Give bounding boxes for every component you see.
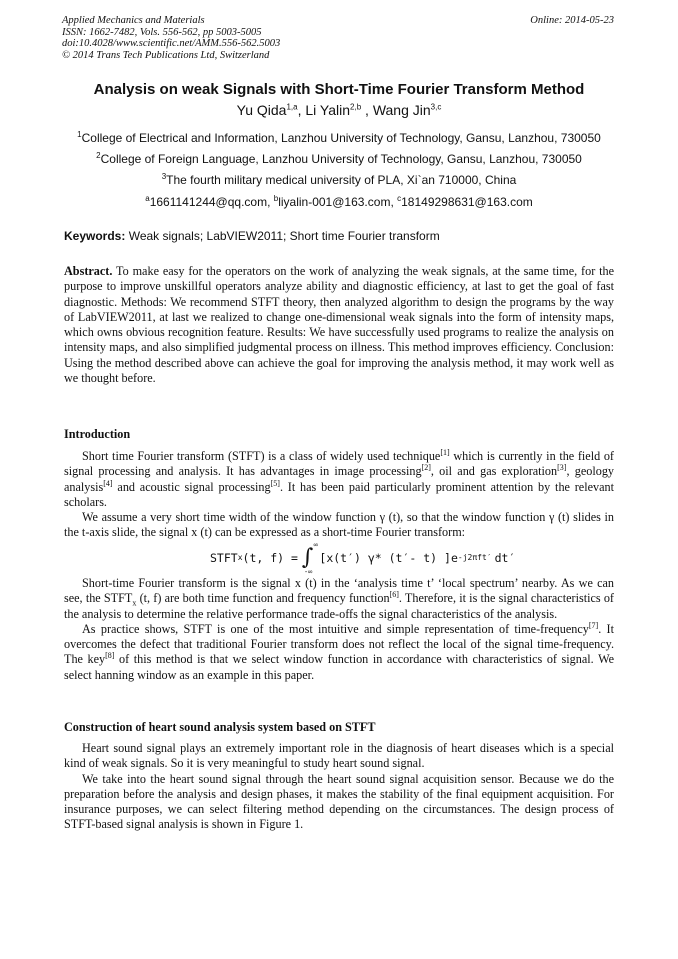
citation: [5]: [270, 478, 280, 488]
abstract-label: Abstract.: [64, 264, 113, 278]
intro-paragraph-1: Short time Fourier transform (STFT) is a class of widely used technique[1] which is currently in the field of signal processing and analysis. It has advantages in image processing[2], oil and gas exploration[3], geology analysis[4] and acoustic signal processing[5]. It has been paid particularly prominent attention by the relevant scholars.: [64, 447, 615, 509]
citation: [4]: [103, 478, 113, 488]
formula-args: (t, f) =: [242, 550, 298, 565]
formula-dt: dt′: [494, 550, 516, 565]
journal-header: [62, 15, 280, 61]
author-list: Yu Qida$^{1,a}$, Li Yalin$^{2,b}$ , Wang Jin$^{3,c}$: [236, 102, 442, 118]
author-sup: 2,b: [350, 102, 362, 112]
keywords-text: Weak signals; LabVIEW2011; Short time Fourier transform: [128, 229, 440, 243]
email-address: liyalin-001@163.com: [278, 195, 391, 209]
section-heading-heart-sound: Construction of heart sound analysis system based on STFT: [64, 720, 376, 734]
journal-name: Applied Mechanics and Materials: [62, 15, 205, 26]
citation: [3]: [557, 463, 567, 473]
keywords: [64, 229, 440, 243]
email-line: $^a$1661141244@qq.com, $^b$liyalin-001@163.com, $^c$18149298631@163.com: [145, 194, 533, 209]
email-address: 1661141244@qq.com: [149, 195, 268, 209]
author-sup: 1,a: [286, 102, 298, 112]
keywords-label: Keywords:: [64, 229, 126, 243]
author-name: Li Yalin: [305, 102, 351, 118]
email-address: 18149298631@163.com: [401, 195, 533, 209]
affiliation-sup: 1: [77, 130, 82, 139]
intro-paragraph-3: Short-time Fourier transform is the signal x (t) in the ‘analysis time t’ ‘local spectrum’ nearby. As we can see, the $STFT_x$ (t, f) are both time function and frequency function[6]. Therefore, it is the signal characteristics of the analysis to determine the relative performance trade-offs the signal characteristics of the analysis.: [64, 576, 614, 621]
abstract: [64, 264, 614, 386]
paper-title: Analysis on weak Signals with Short-Time Fourier Transform Method: [93, 81, 585, 98]
heart-paragraph-2: We take into the heart sound signal through the heart sound signal acquisition sensor. Because we do the preparation before the analysis and design phases, it makes the stability of the final equipment acquisition. For insurance purposes, we can select filtering method depending on the circumstances. The design process of STFT-based signal analysis is shown in Figure 1.: [64, 771, 614, 832]
integral-sign: ∫ ∞ -∞: [301, 541, 319, 576]
online-date: Online: 2014-05-23: [530, 15, 614, 26]
citation: [2]: [421, 463, 431, 473]
author-sup: 3,c: [430, 102, 442, 112]
affiliation-3: [0, 173, 678, 187]
affiliation-text: College of Foreign Language, Lanzhou University of Technology, Gansu, Lanzhou, 730050: [100, 152, 582, 166]
citation: [7]: [588, 620, 599, 630]
heart-paragraphs: [64, 741, 614, 833]
formula-lhs: STFT: [210, 550, 238, 565]
citation: [1]: [440, 447, 450, 457]
section-heading-introduction: Introduction: [64, 427, 131, 441]
citation: [8]: [105, 651, 115, 661]
email-sup: c: [397, 194, 402, 203]
issn: ISSN: 1662-7482, Vols. 556-562, pp 5003-5005: [62, 26, 262, 38]
doi: doi:10.4028/www.scientific.net/AMM.556-562.5003: [62, 38, 281, 49]
affiliation-text: The fourth military medical university of PLA, Xi`an 710000, China: [166, 173, 517, 187]
author-name: Yu Qida: [236, 102, 287, 118]
author-name: Wang Jin: [372, 102, 431, 118]
email-sup: a: [145, 194, 150, 203]
abstract-text: To make easy for the operators on the work of analyzing the weak signals, at the same time, for the purpose to improve unskillful operators analyze ability and diagnostic efficiency, at last to get the goal of fast diagnostic. Methods: We recommend STFT theory, then analyzed algorithm to design the programs by the way of LabVIEW2011, at last we realized to change one-dimensional weak signals into the form of intensity maps, which owns obvious recognition feature. Results: We have successfully used programs to realize the analysis on intensity maps, and also simplified judgmental process on illness. This method improves efficiency. Conclusion: Using the method described above can achieve the goal for improving the analysis method, it may work well as we thought before.: [64, 264, 615, 386]
intro-paragraphs-2: [64, 576, 614, 683]
intro-paragraph-4: As practice shows, STFT is one of the most intuitive and simple representation of time-frequency[7]. It overcomes the defect that traditional Fourier transform does not reflect the local of the signal time-frequency. The key[8] of this method is that we select window function in accordance with characteristics of signal. We select hanning window as an example in this paper.: [64, 620, 615, 682]
formula-integrand: [x(t′) γ* (t′- t) ]e: [319, 550, 458, 565]
intro-paragraphs-1: [64, 449, 614, 541]
affiliation-sup: 2: [96, 151, 101, 160]
affiliation-1: [0, 131, 678, 145]
intro-paragraph-2: We assume a very short time width of the window function γ (t), so that the window function γ (t) slides in the t-axis slide, the signal x (t) can be expressed as a short-time Fourier transform:: [64, 510, 614, 540]
email-sup: b: [273, 194, 279, 203]
affiliation-2: [0, 152, 678, 166]
stft-formula: STFT x (t, f) = ∫ ∞ -∞ [x(t′) γ* (t′- t) ]e -j2πft′ dt′: [210, 541, 516, 576]
citation: [6]: [389, 590, 399, 600]
heart-paragraph-1: Heart sound signal plays an extremely important role in the diagnosis of heart diseases which is a special kind of weak signals. So it is very meaningful to study heart sound signal.: [64, 741, 614, 771]
affiliation-text: College of Electrical and Information, Lanzhou University of Technology, Gansu, Lanzhou, 730050: [81, 131, 601, 145]
copyright: © 2014 Trans Tech Publications Ltd, Switzerland: [62, 49, 270, 61]
affiliation-sup: 3: [161, 172, 167, 181]
